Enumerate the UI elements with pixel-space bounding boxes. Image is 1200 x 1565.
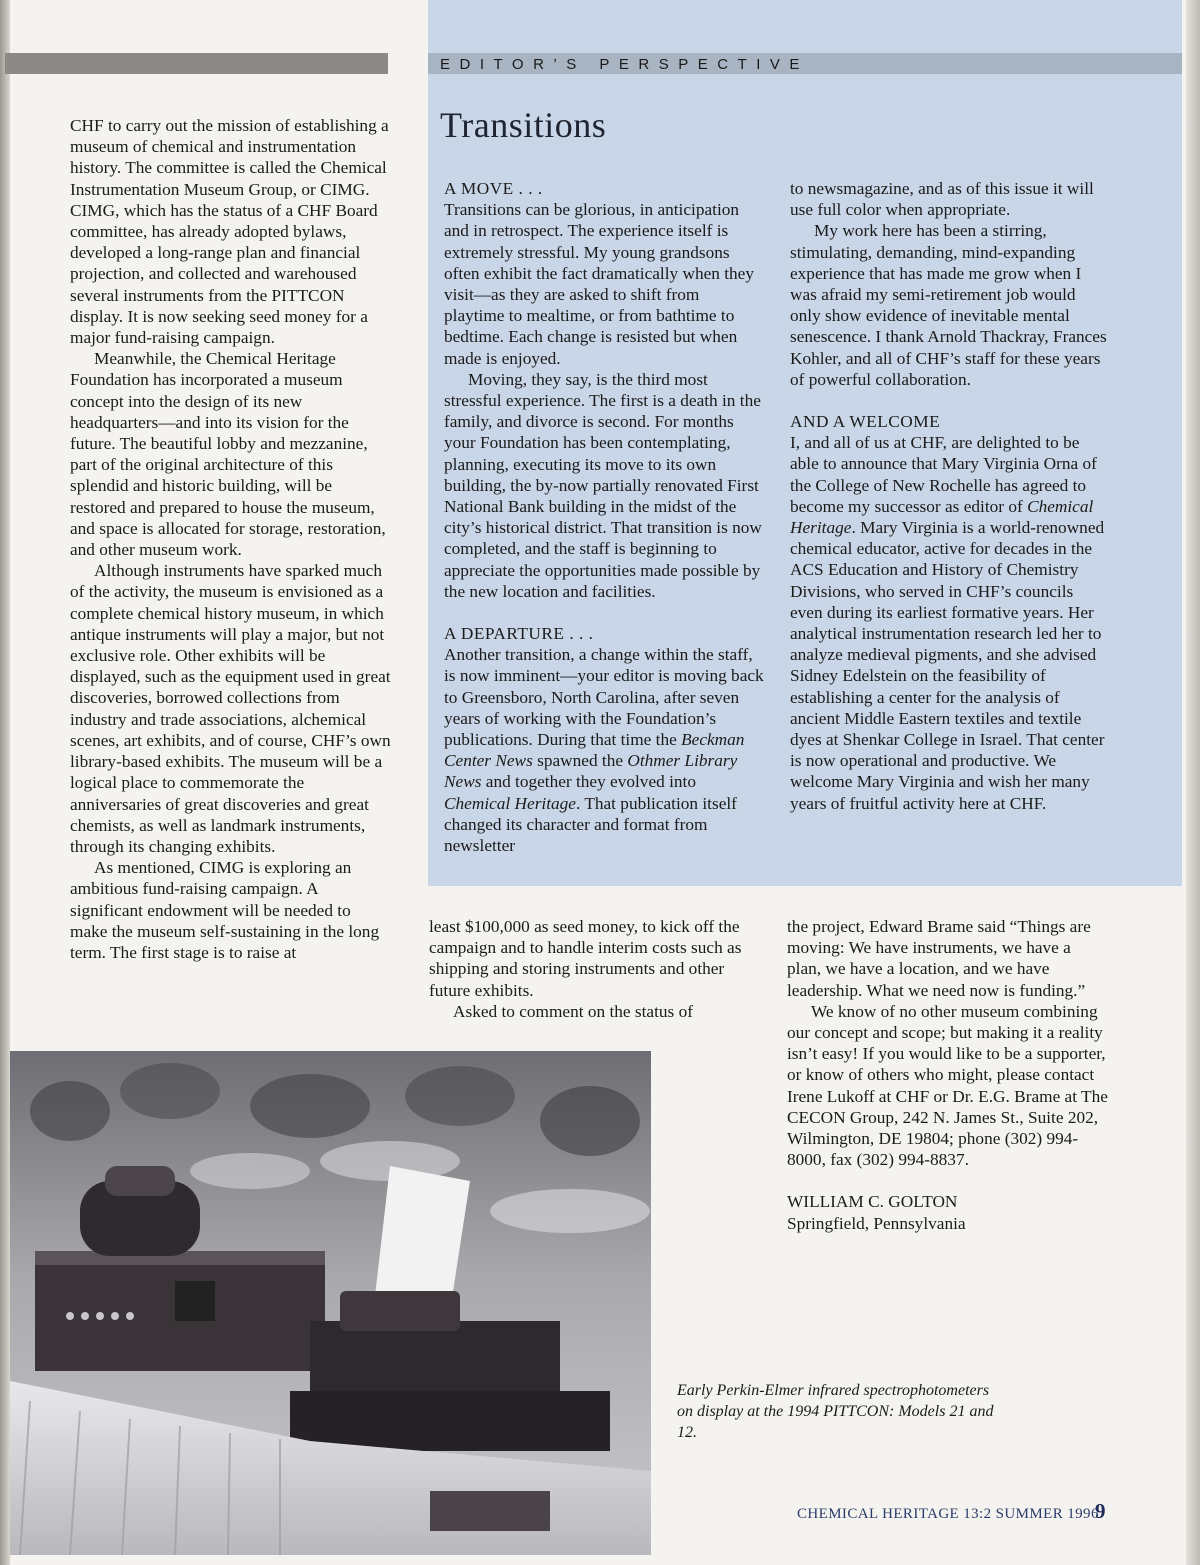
move-paragraph-2: Moving, they say, is the third most stressful experience. The first is a death in the family, and divorce is second. For months your Foundation has been contemplating, planning, executing its move to its own building, the by-now partially renovated First National Bank building in the midst of the city’s historical district. That transition is now completed, and the staff is beginning to appreciate the opportunities made possible by the new location and facilities.	[444, 369, 762, 601]
move-paragraph-1: Transitions can be glorious, in anticipation and in retrospect. The experience itself is extremely stressful. My young grandsons often exhibit the fact dramatically when they visit—as they are asked to shift from playtime to mealtime, or from bathtime to bedtime. Each change is resisted but when made is enjoyed.	[444, 200, 754, 368]
header-bar-left	[5, 53, 388, 74]
author-location: Springfield, Pennsylvania	[787, 1213, 966, 1233]
departure-paragraph: Another transition, a change within the staff, is now imminent—your editor is moving back to Greensboro, North Carolina, after seven years of working with the Foundation’s publications. During that time the Beckman Center News spawned the Othmer Library News and together they evolved into Chemical Heritage. That publication itself changed its character and format from newsletter	[444, 645, 764, 856]
lower-middle-paragraph-2: Asked to comment on the status of	[453, 1001, 693, 1021]
binding-edge-left	[0, 0, 10, 1565]
spectrophotometer-photo	[10, 1051, 651, 1555]
footer-publication: CHEMICAL HERITAGE 13:2 SUMMER 1996	[797, 1506, 1099, 1522]
left-paragraph-2: Meanwhile, the Chemical Heritage Foundation has incorporated a museum concept into the design of its new headquarters—and into its vision for the future. The beautiful lobby and mezzanine, part of the original architecture of this splendid and historic building, will be restored and prepared to house the museum, and space is allocated for storage, restoration, and other museum work.	[70, 349, 386, 560]
heading-a-move: A MOVE . . .	[444, 179, 543, 198]
photo-illustration	[10, 1051, 651, 1555]
left-paragraph-4: As mentioned, CIMG is exploring an ambitious fund-raising campaign. A significant endowment will be needed to make the museum self-sustaining in the long term. The first stage is to raise at	[70, 858, 380, 962]
lower-right-paragraph-2: We know of no other museum combining our concept and scope; but making it a reality isn’t easy! If you would like to be a supporter, or know of others who might, please contact Irene Lukoff at CHF or Dr. E.G. Brame at The CECON Group, 242 N. James St., Suite 202, Wilmington, DE 19804; phone (302) 994-8000, fax (302) 994-8837.	[787, 1001, 1108, 1170]
right-paragraph-2: My work here has been a stirring, stimulating, demanding, mind-expanding experience that has made me grow when I was afraid my semi-retirement job would only show evidence of inevitable mental senescence. I thank Arnold Thackray, Frances Kohler, and all of CHF’s staff for these years of powerful collaboration.	[790, 221, 1107, 389]
heading-a-departure: A DEPARTURE . . .	[444, 624, 594, 644]
page-edge-right	[1186, 0, 1200, 1565]
chemical-heritage-title-2: Chemical Heritage	[790, 496, 1094, 538]
lower-middle-column	[429, 916, 759, 1022]
page-number: 9	[1095, 1499, 1106, 1523]
heading-and-a-welcome: AND A WELCOME	[790, 412, 941, 432]
lower-right-paragraph-1: the project, Edward Brame said “Things are moving: We have instruments, we have a plan, we have a location, and we have leadership. What we need now is funding.”	[787, 917, 1091, 1000]
left-column	[70, 115, 392, 963]
left-paragraph-3: Although instruments have sparked much of the activity, the museum is envisioned as a complete chemical history museum, in which antique instruments will play a major, but not exclusive role. Other exhibits will be displayed, such as the equipment used in great discoveries, borrowed collections from industry and trade associations, alchemical scenes, art exhibits, and of course, CHF’s own library-based exhibits. The museum will be a logical place to commemorate the anniversaries of great discoveries and great chemists, as well as landmark instruments, through its changing exhibits.	[70, 561, 391, 856]
beckman-center-news-title: Beckman Center News	[444, 730, 745, 771]
chemical-heritage-title: Chemical Heritage	[444, 793, 576, 813]
lower-right-column	[787, 916, 1109, 1234]
middle-column	[444, 178, 764, 856]
author-name: WILLIAM C. GOLTON	[787, 1192, 958, 1212]
right-column	[790, 178, 1108, 814]
welcome-paragraph: I, and all of us at CHF, are delighted to be able to announce that Mary Virginia Orna of the College of New Rochelle has agreed to become my successor as editor of Chemical Heritage. Mary Virginia is a world-renowned chemical educator, active for decades in the ACS Education and History of Chemistry Divisions, who served in CHF’s councils even during its earliest formative years. Her analytical instrumentation research led her to analyze medieval pigments, and she advised Sidney Edelstein on the feasibility of establishing a center for the analysis of ancient Middle Eastern textiles and textile dyes at Shenkar College in Israel. That center is now operational and productive. We welcome Mary Virginia and wish her many years of fruitful activity here at CHF.	[790, 433, 1105, 813]
article-title: Transitions	[440, 105, 607, 145]
right-paragraph-1: to newsmagazine, and as of this issue it will use full color when appropriate.	[790, 179, 1094, 220]
othmer-library-news-title: Othmer Library News	[444, 751, 738, 792]
photo-caption: Early Perkin-Elmer infrared spectrophotometers on display at the 1994 PITTCON: Models 21 and 12.	[677, 1382, 994, 1441]
section-kicker: EDITOR’S PERSPECTIVE	[440, 56, 809, 73]
left-paragraph-1: CHF to carry out the mission of establishing a museum of chemical and instrumentation history. The committee is called the Chemical Instrumentation Museum Group, or CIMG. CIMG, which has the status of a CHF Board committee, has already adopted bylaws, developed a long-range plan and financial projection, and collected and warehoused several instruments from the PITTCON display. It is now seeking seed money for a major fund-raising campaign.	[70, 116, 389, 348]
lower-middle-paragraph-1: least $100,000 as seed money, to kick off the campaign and to handle interim costs such as shipping and storing instruments and other future exhibits.	[429, 917, 742, 1000]
